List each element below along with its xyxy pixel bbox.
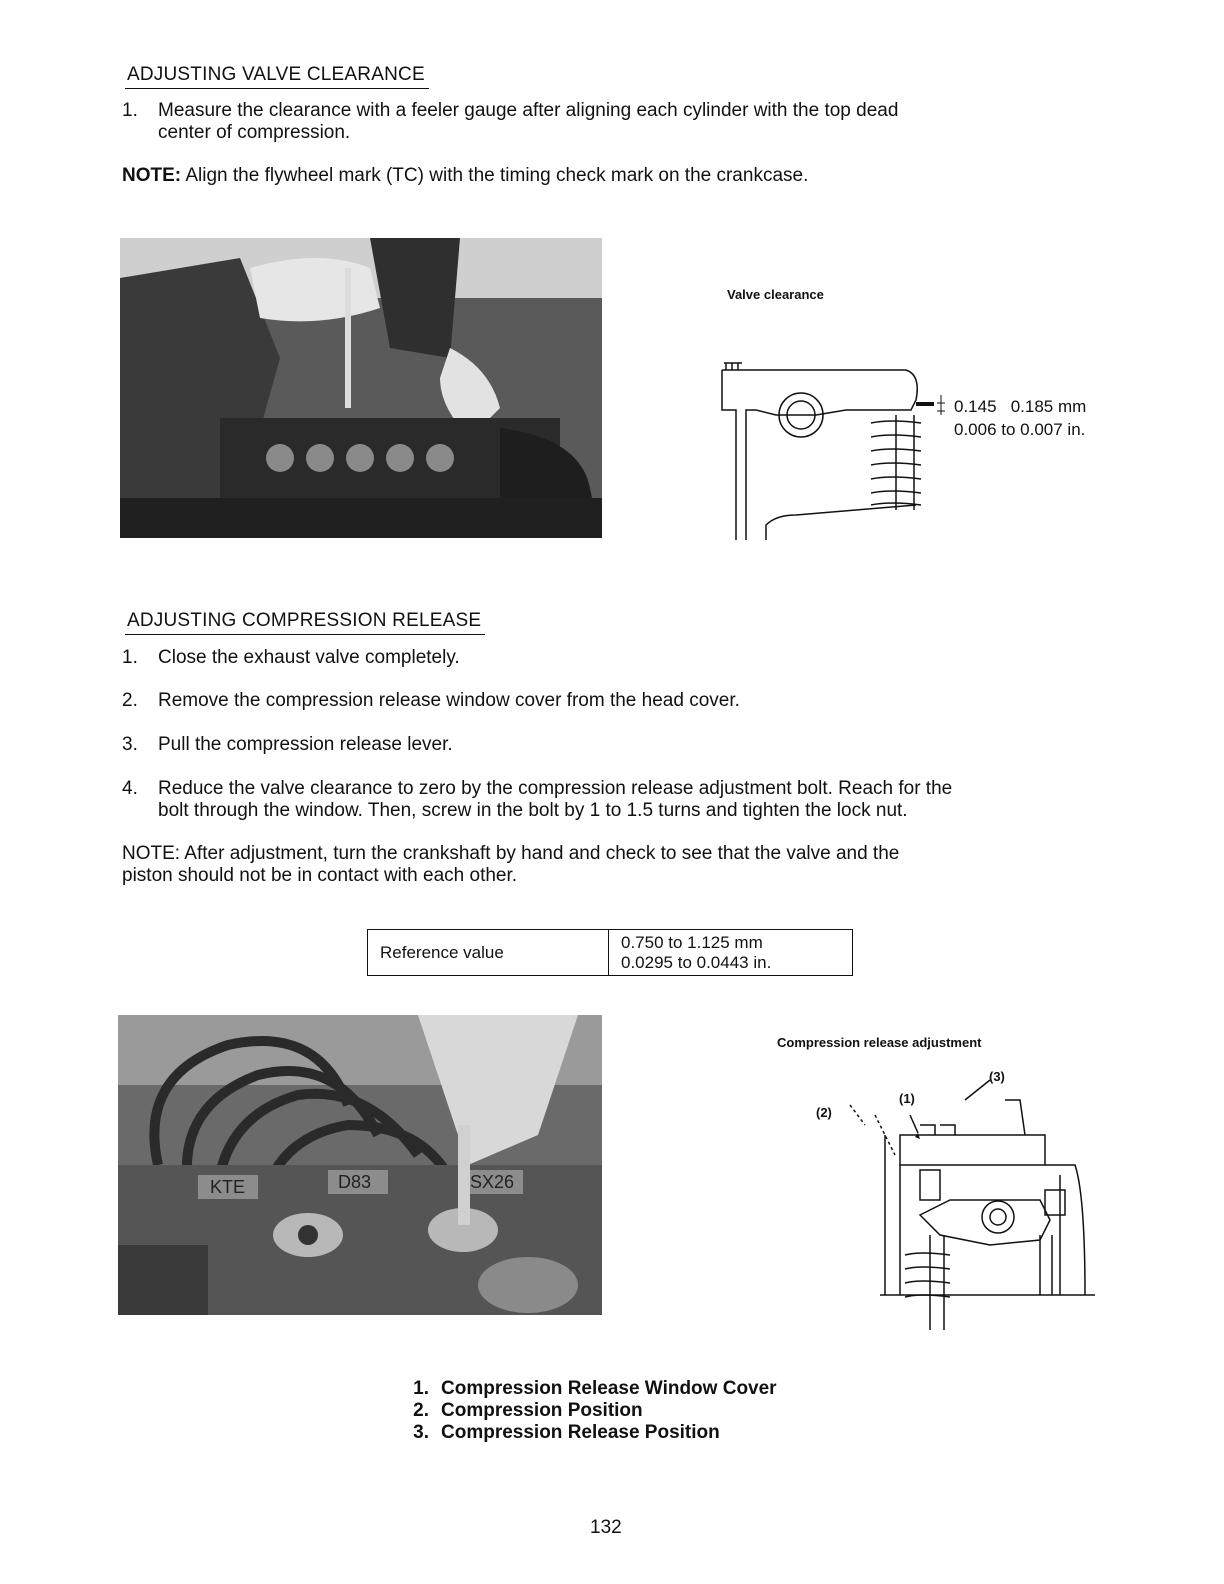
step-item xyxy=(122,647,1022,669)
step-number: 1. xyxy=(122,100,138,121)
step-number: 3. xyxy=(122,734,138,755)
list-item xyxy=(405,1422,825,1444)
note xyxy=(122,165,808,187)
note-line2: piston should not be in contact with each other. xyxy=(122,865,518,886)
legend-text: Compression Release Position xyxy=(441,1422,720,1443)
step-item xyxy=(122,100,1022,144)
clearance-value-mm: 0.145 0.185 mm xyxy=(954,397,1087,416)
figure-title-compression-release: Compression release adjustment xyxy=(777,1035,982,1050)
note-after-adjustment xyxy=(122,843,1022,887)
figure-legend xyxy=(405,1378,825,1448)
rocker-arm-drawing xyxy=(716,355,956,540)
figure-title-valve-clearance: Valve clearance xyxy=(727,287,824,302)
page-number: 132 xyxy=(590,1517,622,1538)
photo-label-d83: D83 xyxy=(338,1172,372,1192)
step-text-line1: Close the exhaust valve completely. xyxy=(158,647,460,668)
step-item xyxy=(122,734,1022,756)
table-cell-value xyxy=(609,930,853,976)
table-cell-label: Reference value xyxy=(368,930,609,976)
step-number: 4. xyxy=(122,778,138,799)
reference-value-mm: 0.750 to 1.125 mm xyxy=(621,932,763,952)
step-number: 1. xyxy=(122,647,138,668)
callout-2: (2) xyxy=(816,1105,832,1120)
step-item xyxy=(122,778,1022,822)
step-text-line1: Pull the compression release lever. xyxy=(158,734,453,755)
section-heading-compression-release: ADJUSTING COMPRESSION RELEASE xyxy=(125,610,485,635)
list-item xyxy=(405,1378,825,1400)
step-item xyxy=(122,690,1022,712)
legend-number: 1. xyxy=(413,1378,429,1399)
compression-release-diagram xyxy=(840,1075,1100,1330)
step-text-line1: Measure the clearance with a feeler gauge after aligning each cylinder with the top dead xyxy=(158,100,899,121)
note-label: NOTE: xyxy=(122,165,182,186)
legend-number: 3. xyxy=(413,1422,429,1443)
step-number: 2. xyxy=(122,690,138,711)
clearance-value-in: 0.006 to 0.007 in. xyxy=(954,420,1086,439)
note-text: Align the flywheel mark (TC) with the timing check mark on the crankcase. xyxy=(185,165,809,186)
photo-compression-release-adjustment xyxy=(118,1015,602,1315)
photo-illustration xyxy=(120,238,602,538)
list-item xyxy=(405,1400,825,1422)
section-heading-valve-clearance: ADJUSTING VALVE CLEARANCE xyxy=(125,64,429,89)
reference-value-table xyxy=(367,929,853,976)
step-text-line2: bolt through the window. Then, screw in the bolt by 1 to 1.5 turns and tighten the lock nut. xyxy=(158,800,908,821)
step-text-line2: center of compression. xyxy=(158,122,351,143)
callout-1: (1) xyxy=(899,1091,915,1106)
valve-clearance-diagram xyxy=(716,355,956,540)
legend-text: Compression Release Window Cover xyxy=(441,1378,777,1399)
photo-label-kte: KTE xyxy=(210,1177,246,1197)
head-cover-drawing xyxy=(840,1075,1100,1330)
legend-number: 2. xyxy=(413,1400,429,1421)
photo-label-sx26: SX26 xyxy=(470,1172,515,1192)
note-line1: NOTE: After adjustment, turn the crankshaft by hand and check to see that the valve and the xyxy=(122,843,900,864)
step-text-line1: Reduce the valve clearance to zero by the compression release adjustment bolt. Reach for the xyxy=(158,778,953,799)
callout-3: (3) xyxy=(989,1069,1005,1084)
step-text-line1: Remove the compression release window cover from the head cover. xyxy=(158,690,740,711)
table-row xyxy=(368,930,853,976)
legend-text: Compression Position xyxy=(441,1400,643,1421)
reference-value-in: 0.0295 to 0.0443 in. xyxy=(621,952,772,972)
photo-feeler-gauge-measurement xyxy=(120,238,602,538)
photo-illustration xyxy=(118,1015,602,1315)
